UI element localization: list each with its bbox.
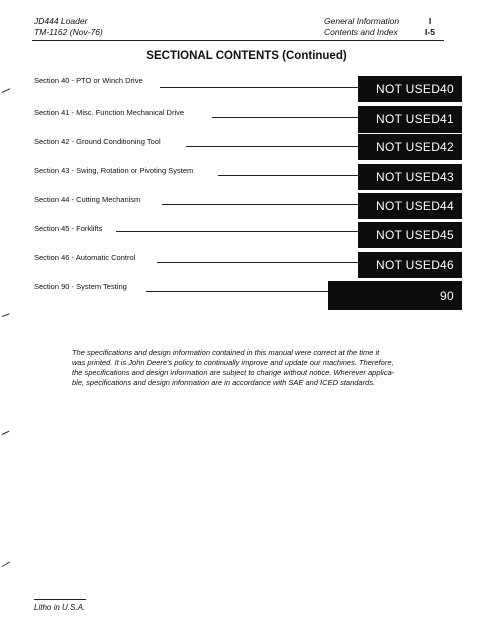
leader-line (162, 204, 358, 205)
section-number: 46 (440, 258, 454, 272)
section-tab (358, 193, 462, 219)
section-label: Section 44 - Cutting Mechanism (34, 195, 141, 204)
leader-line (218, 175, 358, 176)
section-status: NOT USED (376, 82, 441, 96)
section-tab (358, 222, 462, 248)
note-line: The specifications and design information contained in this manual were correct at the time it (72, 348, 380, 357)
note-line: was printed. It is John Deere's policy to continually improve and update our machines. Therefore, (72, 358, 394, 367)
page-number: I-5 (425, 27, 435, 37)
leader-line (160, 87, 358, 88)
note-line: the specifications and design information are subject to change without notice. Wherever applica- (72, 368, 395, 377)
section-number: 41 (440, 112, 454, 126)
page-title: SECTIONAL CONTENTS (Continued) (146, 50, 347, 62)
margin-mark (2, 313, 10, 317)
section-label: Section 46 - Automatic Control (34, 253, 136, 262)
section-status: NOT USED (376, 112, 441, 126)
section-tab (328, 281, 462, 310)
section-number: 45 (440, 228, 454, 242)
section-status: NOT USED (376, 140, 441, 154)
section-number: 90 (440, 289, 454, 303)
note-line: ble, specifications and design information are in accordance with SAE and ICED standards. (72, 378, 376, 387)
manual-number: TM-1162 (Nov-76) (34, 27, 103, 37)
header-right (324, 16, 399, 38)
section-tab (358, 164, 462, 190)
margin-mark (2, 88, 11, 93)
section-label: Section 40 - PTO or Winch Drive (34, 76, 143, 85)
chapter-subtitle: Contents and Index (324, 27, 398, 37)
section-label: Section 45 - Forklifts (34, 224, 103, 233)
footer-text: Litho in U.S.A. (34, 603, 86, 612)
group-number: I (428, 16, 432, 26)
section-label: Section 43 - Swing, Rotation or Pivoting System (34, 166, 194, 175)
section-number: 42 (440, 140, 454, 154)
section-number: 44 (440, 199, 454, 213)
leader-line (157, 262, 358, 263)
footer-rule (34, 599, 86, 600)
header-left (34, 16, 103, 38)
section-tab (358, 252, 462, 278)
leader-line (212, 117, 358, 118)
section-tab (358, 106, 462, 133)
page-number-block (420, 16, 440, 38)
margin-mark (2, 431, 10, 435)
section-status: NOT USED (376, 170, 441, 184)
section-label: Section 42 - Ground Conditioning Tool (34, 137, 161, 146)
leader-line (146, 291, 328, 292)
section-status: NOT USED (376, 258, 441, 272)
chapter-title: General Information (324, 16, 400, 26)
section-number: 40 (440, 82, 454, 96)
margin-mark (2, 562, 10, 567)
section-status: NOT USED (376, 199, 441, 213)
section-number: 43 (440, 170, 454, 184)
leader-line (186, 146, 358, 147)
section-tab (358, 134, 462, 160)
section-status: NOT USED (376, 228, 441, 242)
leader-line (116, 231, 358, 232)
disclaimer-note (72, 348, 422, 388)
section-label: Section 90 - System Testing (34, 282, 127, 291)
section-tab (358, 76, 462, 102)
section-label: Section 41 - Misc. Function Mechanical Drive (34, 108, 185, 117)
model-name: JD444 Loader (34, 16, 88, 26)
header-rule (32, 40, 444, 41)
